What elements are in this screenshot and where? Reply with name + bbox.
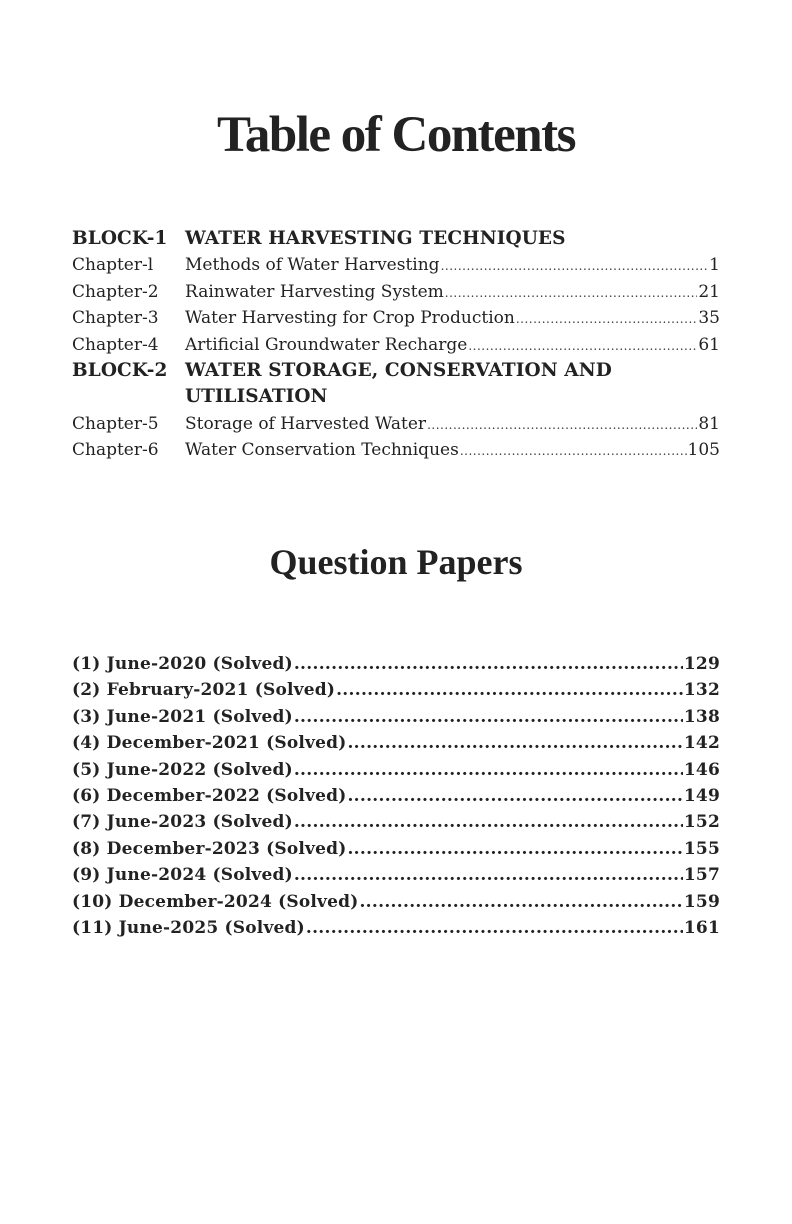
question-paper-entry[interactable] bbox=[72, 915, 720, 941]
block-label: BLOCK-2 bbox=[72, 359, 168, 381]
dot-leader bbox=[359, 889, 682, 915]
question-papers-title: Question Papers bbox=[269, 542, 523, 582]
question-paper-entry[interactable] bbox=[72, 757, 720, 783]
page-number: 61 bbox=[698, 334, 720, 355]
paper-title: (2) February-2021 (Solved) bbox=[72, 680, 336, 701]
page-number: 142 bbox=[683, 733, 720, 754]
paper-title: (9) June-2024 (Solved) bbox=[72, 865, 293, 886]
paper-title: (7) June-2023 (Solved) bbox=[72, 812, 293, 833]
page-number: 132 bbox=[683, 680, 720, 701]
dot-leader bbox=[427, 412, 697, 438]
page-number: 1 bbox=[709, 255, 720, 276]
question-paper-entry[interactable] bbox=[72, 889, 720, 915]
paper-title: (3) June-2021 (Solved) bbox=[72, 706, 293, 727]
question-paper-entry[interactable] bbox=[72, 651, 720, 677]
table-of-contents bbox=[72, 226, 720, 464]
dot-leader bbox=[294, 757, 683, 783]
chapter-title: Methods of Water Harvesting bbox=[185, 255, 440, 276]
block-title: WATER HARVESTING TECHNIQUES bbox=[185, 228, 566, 249]
chapter-3-entry[interactable] bbox=[72, 305, 720, 331]
block-title: WATER STORAGE, CONSERVATION AND bbox=[185, 359, 612, 381]
page-number: 105 bbox=[687, 440, 720, 461]
chapter-title: Water Harvesting for Crop Production bbox=[185, 308, 515, 329]
dot-leader bbox=[460, 438, 687, 464]
question-paper-entry[interactable] bbox=[72, 704, 720, 730]
chapter-1-entry[interactable] bbox=[72, 252, 720, 278]
block-2-heading-continued[interactable] bbox=[72, 384, 720, 410]
chapter-title: Storage of Harvested Water bbox=[185, 413, 427, 434]
chapter-5-entry[interactable] bbox=[72, 411, 720, 437]
paper-title: (1) June-2020 (Solved) bbox=[72, 654, 293, 674]
block-title: UTILISATION bbox=[185, 386, 328, 408]
chapter-4-entry[interactable] bbox=[72, 332, 720, 358]
chapter-label: Chapter-4 bbox=[72, 334, 159, 355]
page-number: 35 bbox=[698, 308, 720, 329]
page-number: 138 bbox=[683, 706, 720, 727]
question-paper-entry[interactable] bbox=[72, 783, 720, 809]
dot-leader bbox=[294, 862, 683, 888]
question-paper-entry[interactable] bbox=[72, 677, 720, 703]
dot-leader bbox=[445, 280, 698, 306]
chapter-label: Chapter-6 bbox=[72, 440, 159, 461]
page-number: 152 bbox=[683, 812, 720, 833]
page-number: 81 bbox=[698, 413, 720, 434]
question-papers-list bbox=[72, 651, 720, 941]
question-paper-entry[interactable] bbox=[72, 730, 720, 756]
question-paper-entry[interactable] bbox=[72, 862, 720, 888]
block-1-heading[interactable] bbox=[72, 226, 720, 252]
dot-leader bbox=[347, 783, 682, 809]
chapter-6-entry[interactable] bbox=[72, 437, 720, 463]
chapter-title: Water Conservation Techniques bbox=[185, 440, 459, 461]
chapter-label: Chapter-l bbox=[72, 255, 154, 276]
paper-title: (6) December-2022 (Solved) bbox=[72, 785, 347, 806]
page-number: 129 bbox=[683, 654, 720, 674]
dot-leader bbox=[468, 333, 697, 359]
page-title: Table of Contents bbox=[217, 107, 575, 163]
page-number: 149 bbox=[683, 785, 720, 806]
dot-leader bbox=[294, 809, 683, 835]
page-number: 21 bbox=[698, 281, 720, 302]
paper-title: (10) December-2024 (Solved) bbox=[72, 891, 359, 912]
dot-leader bbox=[294, 651, 683, 677]
block-2-heading[interactable] bbox=[72, 358, 720, 384]
chapter-label: Chapter-2 bbox=[72, 281, 159, 302]
chapter-label: Chapter-5 bbox=[72, 413, 159, 434]
paper-title: (8) December-2023 (Solved) bbox=[72, 838, 347, 859]
page-number: 159 bbox=[683, 891, 720, 912]
chapter-title: Artificial Groundwater Recharge bbox=[185, 334, 468, 355]
chapter-title: Rainwater Harvesting System bbox=[185, 281, 444, 302]
page-number: 155 bbox=[683, 838, 720, 859]
dot-leader bbox=[347, 836, 682, 862]
page-number: 161 bbox=[683, 917, 720, 938]
block-label: BLOCK-1 bbox=[72, 228, 168, 249]
page-number: 157 bbox=[683, 865, 720, 886]
chapter-2-entry[interactable] bbox=[72, 279, 720, 305]
dot-leader bbox=[347, 730, 682, 756]
dot-leader bbox=[516, 306, 698, 332]
dot-leader bbox=[441, 253, 709, 279]
paper-title: (4) December-2021 (Solved) bbox=[72, 733, 347, 754]
question-paper-entry[interactable] bbox=[72, 809, 720, 835]
dot-leader bbox=[294, 704, 683, 730]
page-number: 146 bbox=[683, 759, 720, 780]
dot-leader bbox=[336, 677, 683, 703]
paper-title: (5) June-2022 (Solved) bbox=[72, 759, 293, 780]
paper-title: (11) June-2025 (Solved) bbox=[72, 917, 305, 938]
dot-leader bbox=[306, 915, 683, 941]
question-paper-entry[interactable] bbox=[72, 836, 720, 862]
chapter-label: Chapter-3 bbox=[72, 308, 159, 329]
